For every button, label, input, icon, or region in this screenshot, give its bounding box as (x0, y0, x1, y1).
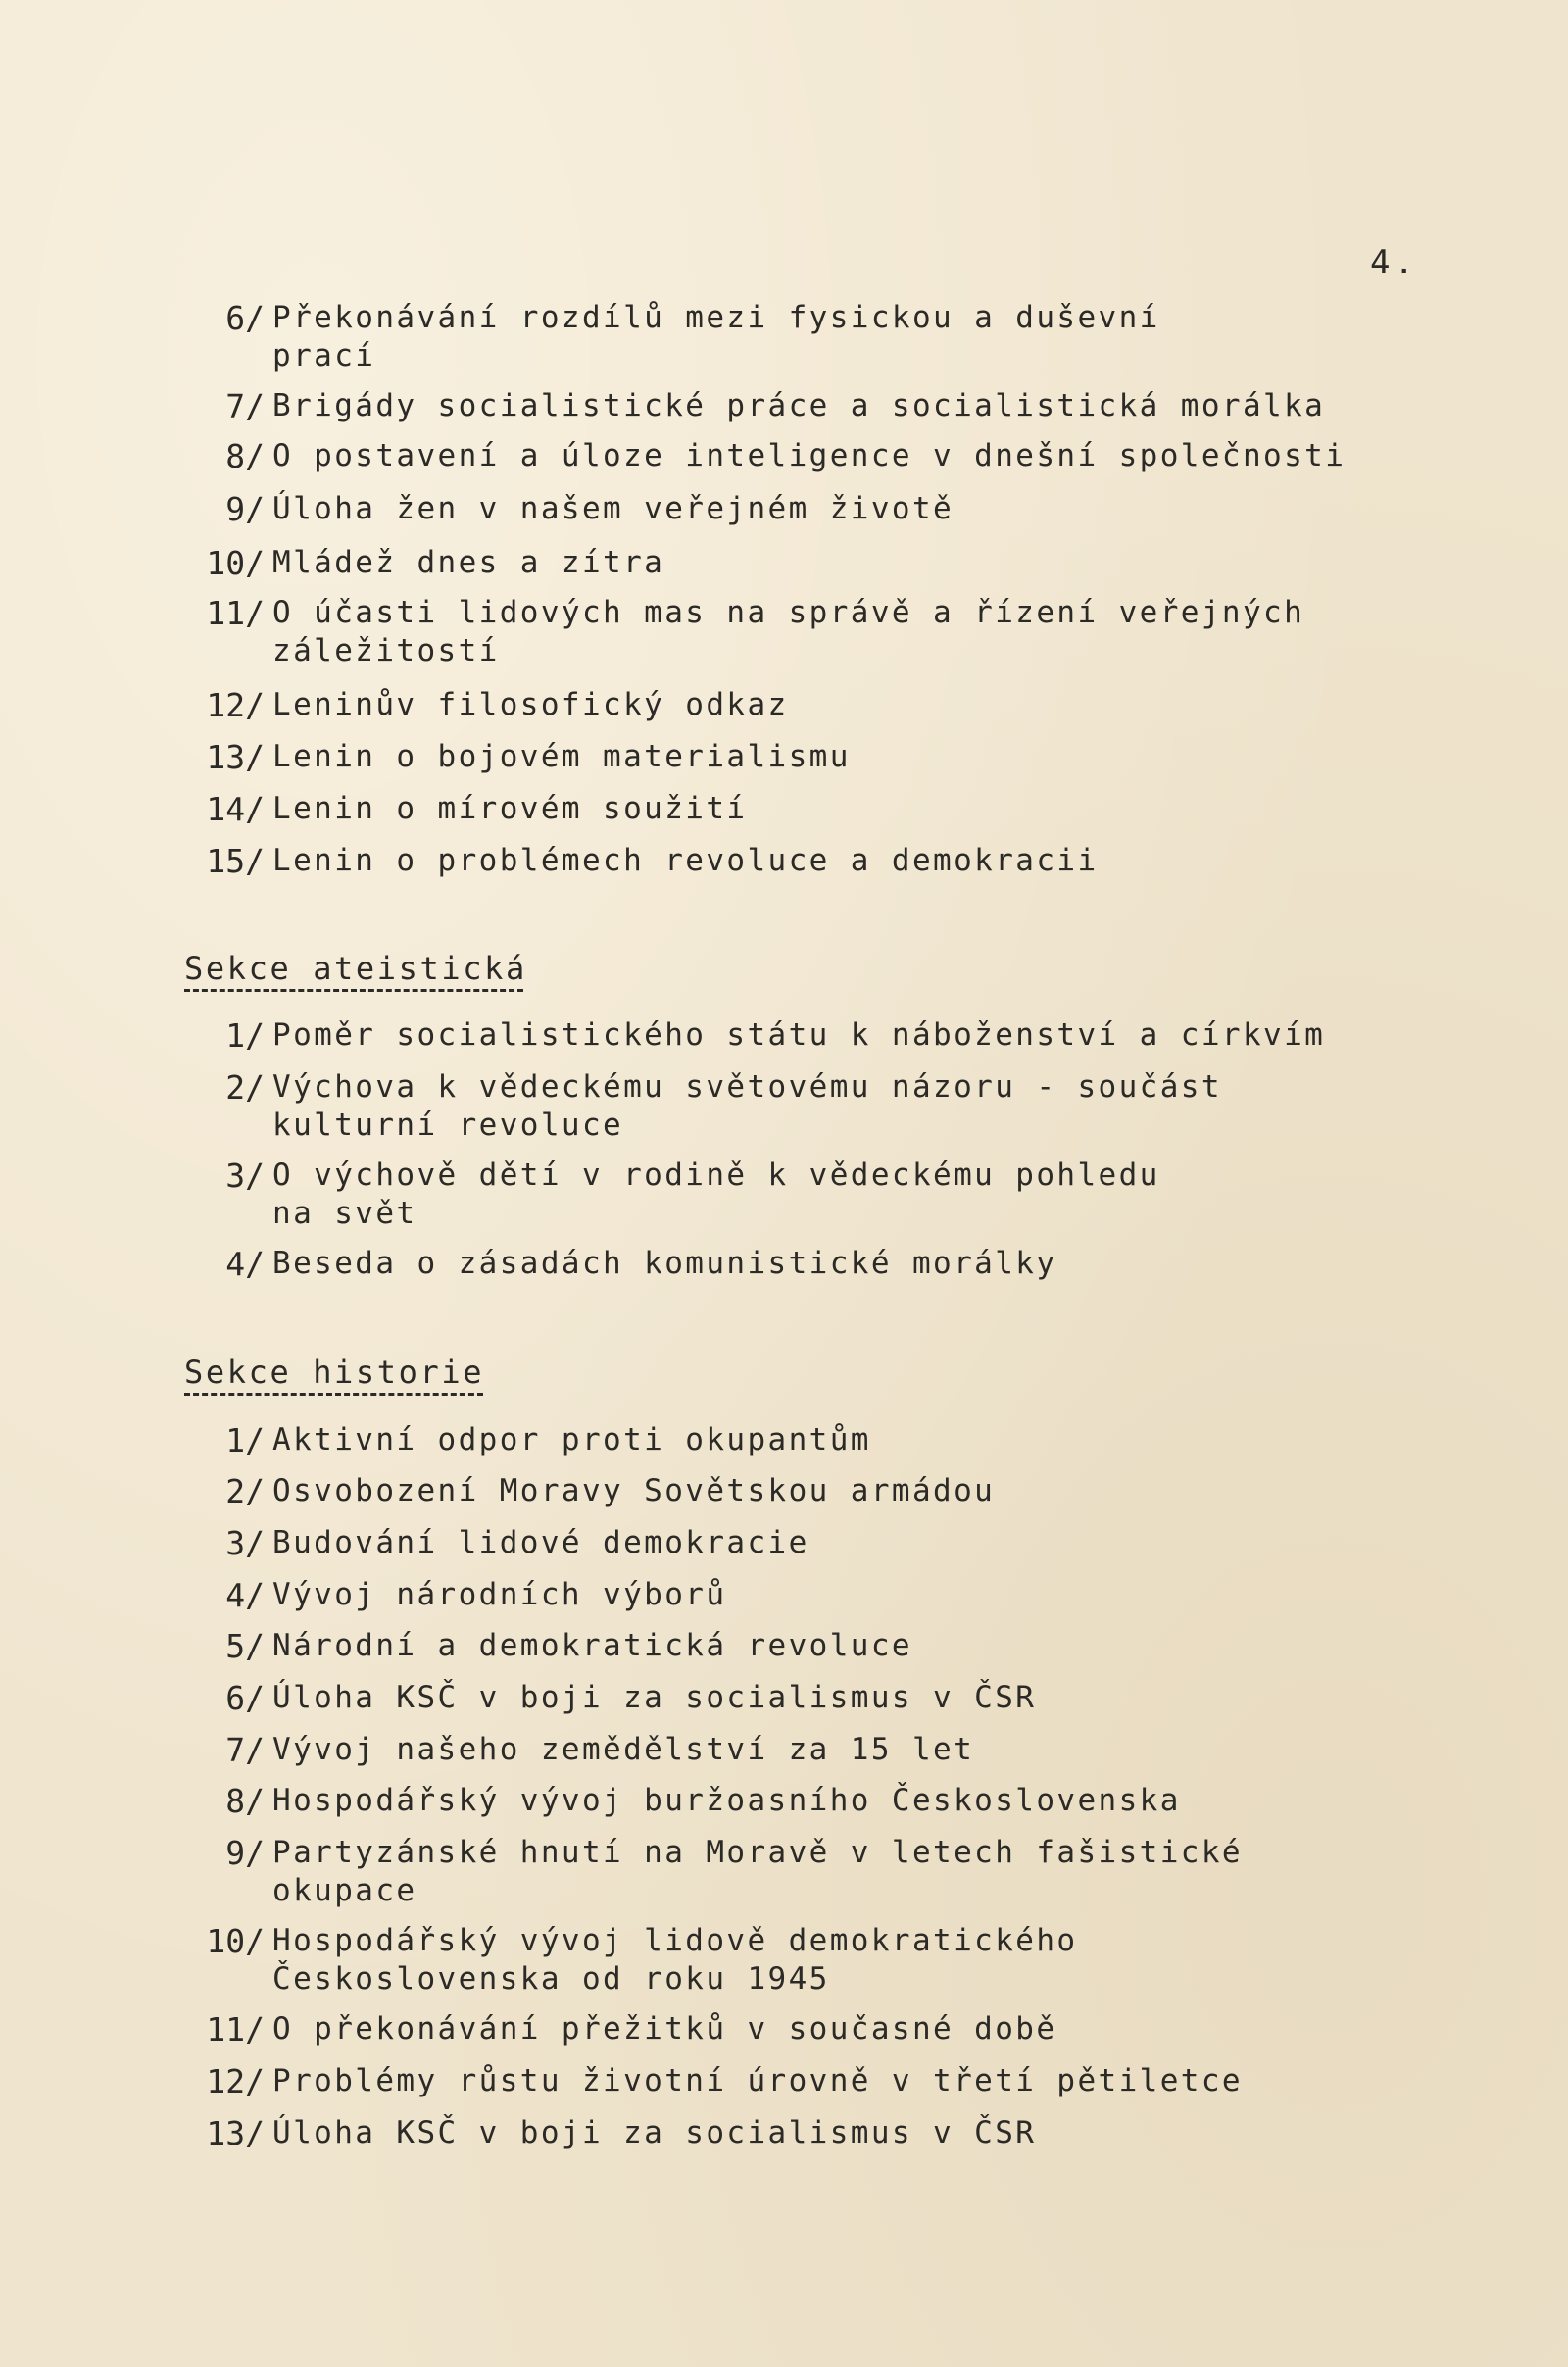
item-number: 1/ (225, 1421, 265, 1459)
item-number: 7/ (225, 387, 265, 425)
item-text: O účasti lidových mas na správě a řízení veřejných záležitostí (272, 595, 1305, 668)
item-text: Úloha KSČ v boji za socialismus v ČSR (272, 2115, 1037, 2150)
item-text: Beseda o zásadách komunistické morálky (272, 1246, 1057, 1281)
item-number: 8/ (225, 437, 265, 475)
item-text: Brigády socialistické práce a socialistická morálka (272, 388, 1326, 423)
section-heading (184, 1353, 484, 1392)
item-number: 13/ (206, 2114, 265, 2152)
item-text: Lenin o bojovém materialismu (272, 739, 851, 774)
item-number: 2/ (225, 1472, 265, 1510)
item-number: 5/ (225, 1627, 265, 1665)
section-heading-text: Sekce historie (184, 1354, 485, 1391)
section-heading (184, 949, 527, 988)
section-heading-text: Sekce ateistická (184, 950, 527, 987)
item-number: 12/ (206, 2062, 265, 2100)
heading-underline (184, 989, 523, 992)
item-number: 6/ (225, 1679, 265, 1717)
item-number: 4/ (225, 1576, 265, 1614)
item-number: 13/ (206, 738, 265, 776)
item-text: Hospodářský vývoj buržoasního Československa (272, 1783, 1181, 1818)
item-number: 3/ (225, 1524, 265, 1562)
item-number: 9/ (225, 1834, 265, 1872)
item-text: Překonávání rozdílů mezi fysickou a duševní prací (272, 300, 1160, 373)
item-text: Vývoj našeho zemědělství za 15 let (272, 1732, 975, 1767)
item-text: Aktivní odpor proti okupantům (272, 1422, 871, 1457)
item-number: 1/ (225, 1016, 265, 1055)
item-number: 10/ (206, 544, 265, 582)
item-number: 10/ (206, 1922, 265, 1960)
heading-underline (184, 1393, 483, 1396)
item-text: O překonávání přežitků v současné době (272, 2011, 1057, 2046)
item-number: 14/ (206, 790, 265, 828)
item-number: 8/ (225, 1782, 265, 1820)
item-text: Problémy růstu životní úrovně v třetí pětiletce (272, 2063, 1243, 2098)
item-text: Partyzánské hnutí na Moravě v letech fašistické okupace (272, 1835, 1243, 1908)
item-text: Národní a demokratická revoluce (272, 1628, 912, 1663)
item-number: 7/ (225, 1731, 265, 1769)
item-text: O postavení a úloze inteligence v dnešní společnosti (272, 438, 1347, 473)
item-text: Vývoj národních výborů (272, 1577, 727, 1612)
item-number: 6/ (225, 299, 265, 337)
item-text: Hospodářský vývoj lidově demokratického Československa od roku 1945 (272, 1923, 1078, 1997)
item-text: Poměr socialistického státu k náboženství a církvím (272, 1017, 1326, 1053)
item-number: 2/ (225, 1068, 265, 1107)
item-text: Budování lidové demokracie (272, 1525, 809, 1560)
page-number: 4. (1370, 243, 1418, 282)
item-text: Úloha žen v našem veřejném životě (272, 491, 955, 526)
item-text: Výchova k vědeckému světovému názoru - součást kulturní revoluce (272, 1069, 1222, 1143)
item-text: O výchově dětí v rodině k vědeckému pohledu na svět (272, 1158, 1160, 1231)
item-number: 4/ (225, 1245, 265, 1283)
item-text: Leninův filosofický odkaz (272, 687, 789, 722)
item-number: 3/ (225, 1157, 265, 1195)
item-text: Osvobození Moravy Sovětskou armádou (272, 1473, 996, 1508)
item-text: Lenin o problémech revoluce a demokracii (272, 843, 1099, 878)
item-text: Lenin o mírovém soužití (272, 791, 748, 826)
item-number: 9/ (225, 490, 265, 528)
item-number: 15/ (206, 842, 265, 880)
item-text: Mládež dnes a zítra (272, 545, 665, 580)
item-number: 11/ (206, 2010, 265, 2048)
item-text: Úloha KSČ v boji za socialismus v ČSR (272, 1680, 1037, 1715)
item-number: 12/ (206, 686, 265, 724)
item-number: 11/ (206, 594, 265, 632)
